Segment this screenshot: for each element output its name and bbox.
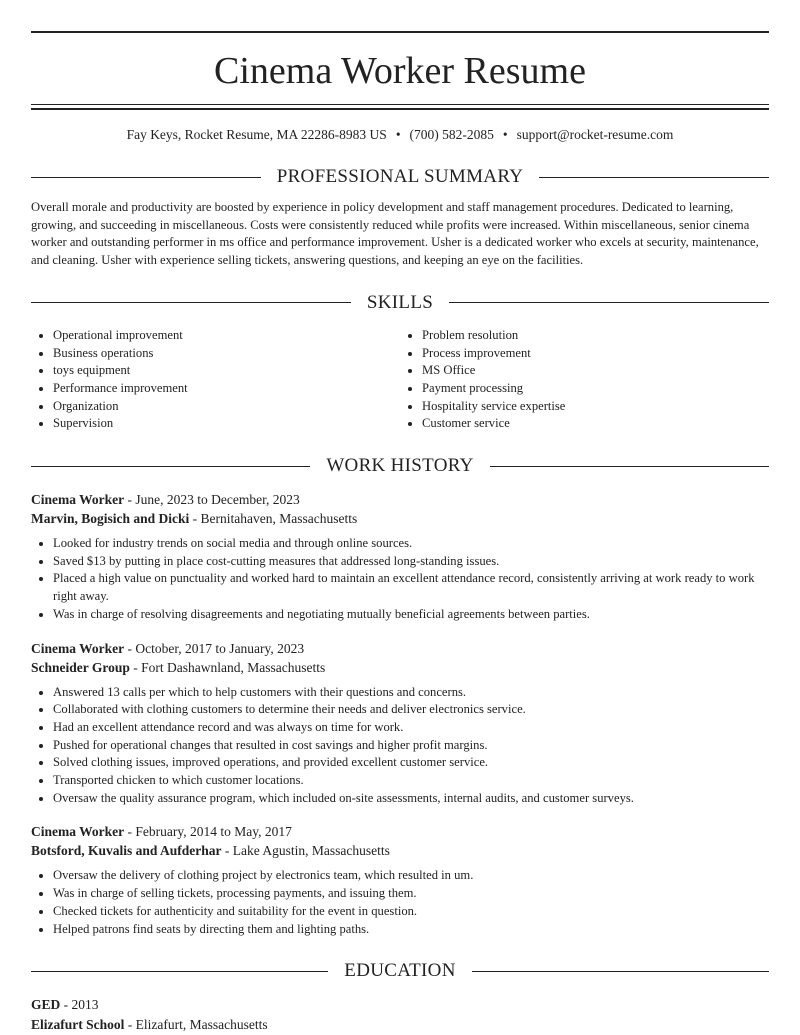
job-bullet: • Oversaw the delivery of clothing project by electronics team, which resulted in um. [53, 867, 769, 885]
section-heading-skills [31, 291, 769, 315]
section-title: SKILLS [366, 291, 434, 313]
contact-email: support@rocket-resume.com [516, 127, 674, 142]
job-title: Cinema Worker [31, 824, 125, 840]
education-school-line [31, 1015, 769, 1034]
section-heading-education [31, 959, 769, 983]
heading-rule [539, 177, 769, 178]
job-bullet: • Answered 13 calls per which to help customers with their questions and concerns. [53, 684, 769, 702]
title-double-rule [31, 104, 769, 110]
skill-item: • toys equipment [53, 362, 400, 380]
job-company-line [31, 841, 769, 860]
job-bullet: • Pushed for operational changes that resulted in cost savings and higher profit margins. [53, 737, 769, 755]
skills-column-left [31, 327, 400, 433]
job-dates: - February, 2014 to May, 2017 [124, 824, 292, 840]
job-location: - Bernitahaven, Massachusetts [189, 511, 358, 527]
resume-page [31, 0, 769, 1034]
heading-rule [31, 466, 310, 467]
skill-item: • Business operations [53, 345, 400, 363]
job-bullet: • Had an excellent attendance record and was always on time for work. [53, 719, 769, 737]
job-bullet: • Placed a high value on punctuality and worked hard to maintain an excellent attendance record, consistently arriving at work ready to work right away. [53, 570, 769, 605]
job-title-line [31, 822, 769, 841]
section-title: PROFESSIONAL SUMMARY [276, 166, 524, 187]
job-bullet: • Saved $13 by putting in place cost-cutting measures that addressed long-standing issues. [53, 553, 769, 571]
job-dates: - October, 2017 to January, 2023 [124, 640, 305, 656]
job-company-line [31, 509, 769, 528]
job-bullets [31, 535, 769, 624]
summary-text: Overall morale and productivity are boosted by experience in policy development and staff management procedures. Dedicated to learning, growing, and succeeding in miscellaneous. Costs were consistently reduced while profits were increased. Within miscellaneous, senior cinema worker and outstanding performer in ms office and performance improvement. Usher is a dedicated worker who excels at security, maintenance, and cleaning. Usher with experience selling tickets, answering questions, and keeping an eye on the facilities. [31, 200, 759, 268]
job-title-line [31, 490, 769, 509]
job-bullet: • Oversaw the quality assurance program, which included on-site assessments, internal audits, and customer surveys. [53, 790, 769, 808]
contact-line [31, 126, 769, 144]
section-heading-summary [31, 165, 769, 189]
job-entry [31, 490, 769, 624]
job-bullets [31, 684, 769, 808]
contact-address: Fay Keys, Rocket Resume, MA 22286-8983 US [126, 127, 387, 142]
job-bullet: • Looked for industry trends on social media and through online sources. [53, 535, 769, 553]
job-company: Botsford, Kuvalis and Aufderhar [31, 843, 222, 859]
contact-separator: • [395, 127, 401, 142]
skill-item: • MS Office [422, 362, 769, 380]
job-bullet: • Helped patrons find seats by directing them and lighting paths. [53, 921, 769, 939]
job-bullet: • Transported chicken to which customer locations. [53, 772, 769, 790]
skill-item: • Organization [53, 398, 400, 416]
job-entry [31, 822, 769, 938]
job-title-line [31, 639, 769, 658]
job-company: Schneider Group [31, 659, 130, 675]
skill-item: • Performance improvement [53, 380, 400, 398]
education-year: - 2013 [60, 997, 99, 1013]
job-dates: - June, 2023 to December, 2023 [124, 492, 300, 508]
job-company: Marvin, Bogisich and Dicki [31, 511, 190, 527]
heading-rule [31, 177, 261, 178]
job-title: Cinema Worker [31, 640, 125, 656]
heading-rule [449, 302, 769, 303]
skill-item: • Supervision [53, 415, 400, 433]
skill-item: • Customer service [422, 415, 769, 433]
job-company-line [31, 658, 769, 677]
job-bullets [31, 867, 769, 938]
job-location: - Fort Dashawnland, Massachusetts [129, 659, 326, 675]
job-location: - Lake Agustin, Massachusetts [221, 843, 390, 859]
education-entry [31, 995, 769, 1034]
job-bullet: • Was in charge of selling tickets, processing payments, and issuing them. [53, 885, 769, 903]
skill-item: • Problem resolution [422, 327, 769, 345]
skills-column-right [400, 327, 769, 433]
skill-item: • Payment processing [422, 380, 769, 398]
job-entry [31, 639, 769, 808]
section-title: EDUCATION [344, 960, 456, 982]
job-bullet: • Checked tickets for authenticity and suitability for the event in question. [53, 903, 769, 921]
education-location: - Elizafurt, Massachusetts [124, 1017, 268, 1033]
heading-rule [472, 971, 769, 972]
section-title: WORK HISTORY [326, 455, 474, 477]
skills-list [31, 327, 769, 433]
section-heading-work [31, 454, 769, 478]
job-bullet: • Solved clothing issues, improved operations, and provided excellent customer service. [53, 754, 769, 772]
education-school: Elizafurt School [31, 1017, 125, 1033]
contact-phone: (700) 582-2085 [409, 127, 494, 142]
job-title: Cinema Worker [31, 492, 125, 508]
heading-rule [31, 302, 351, 303]
skill-item: • Hospitality service expertise [422, 398, 769, 416]
top-rule [31, 31, 769, 33]
job-bullet: • Was in charge of resolving disagreements and negotiating mutually beneficial agreements between parties. [53, 606, 769, 624]
skill-item: • Process improvement [422, 345, 769, 363]
education-degree: GED [31, 997, 61, 1013]
contact-separator: • [502, 127, 508, 142]
education-degree-line [31, 995, 769, 1014]
job-bullet: • Collaborated with clothing customers to determine their needs and deliver electronics service. [53, 701, 769, 719]
heading-rule [490, 466, 769, 467]
heading-rule [31, 971, 328, 972]
resume-title: Cinema Worker Resume [214, 50, 586, 92]
skill-item: • Operational improvement [53, 327, 400, 345]
